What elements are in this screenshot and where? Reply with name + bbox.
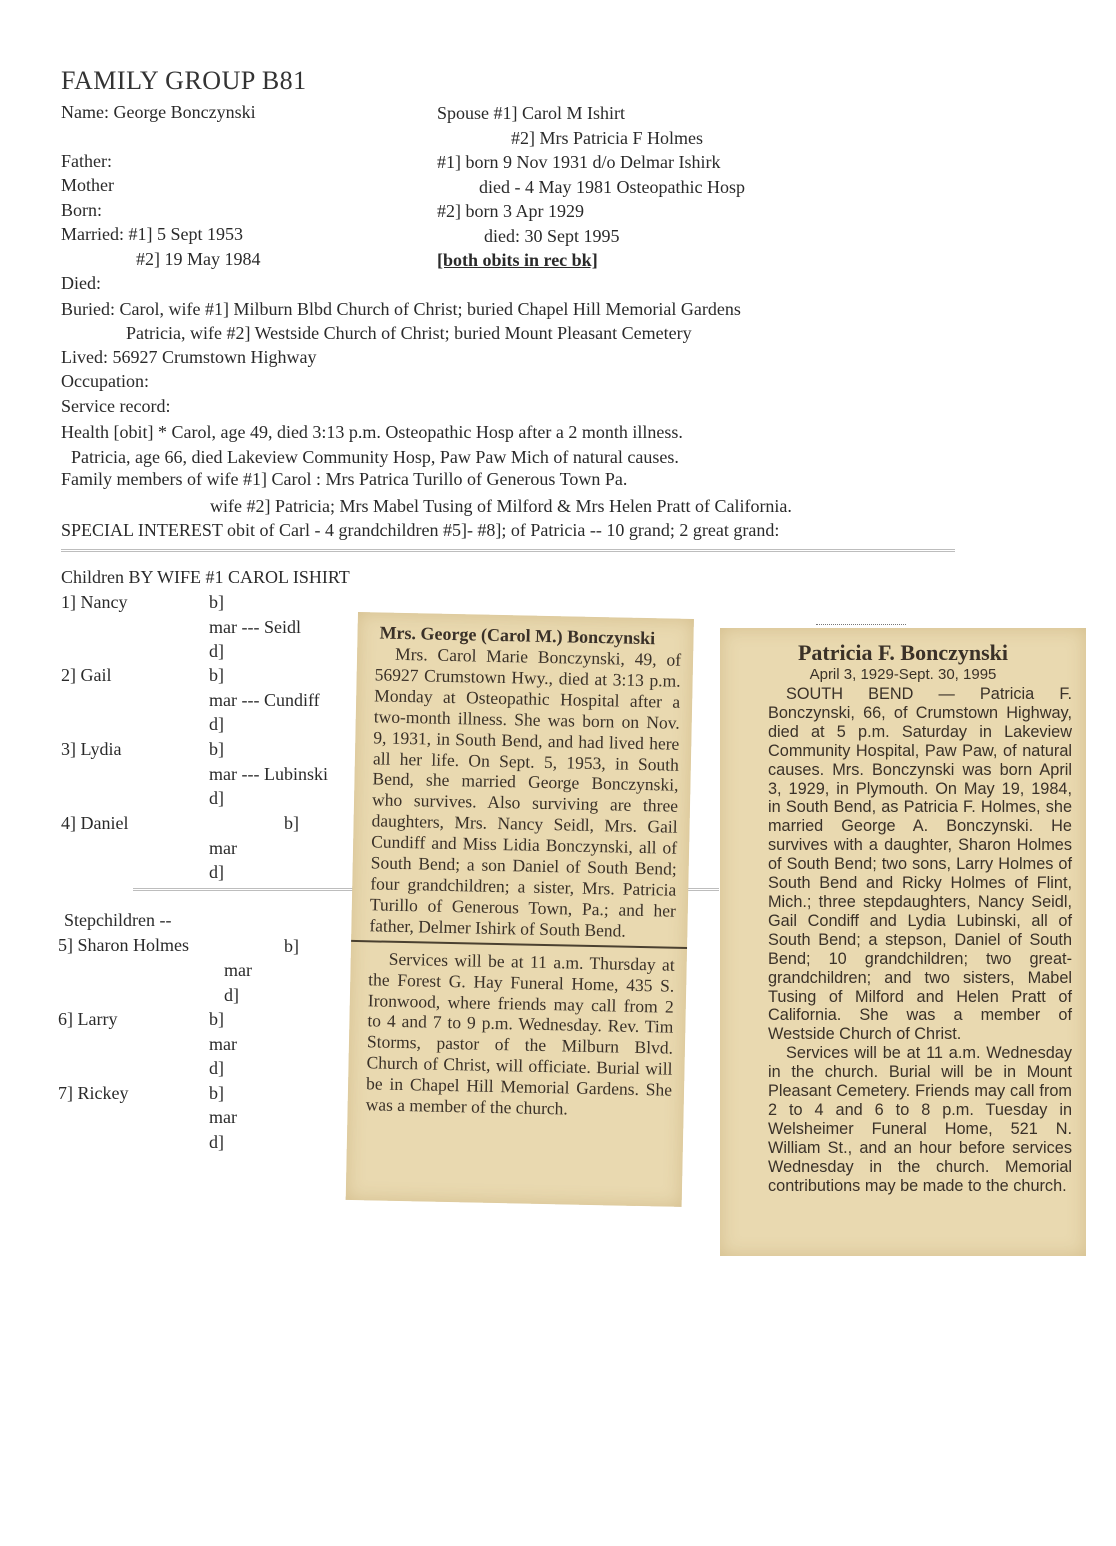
divider bbox=[61, 549, 955, 552]
obituary-clipping-carol bbox=[346, 612, 694, 1207]
spouse-1: Spouse #1] Carol M Ishirt bbox=[437, 103, 625, 123]
page-title: FAMILY GROUP B81 bbox=[61, 66, 307, 95]
obituary-carol-paragraph-2: Services will be at 11 a.m. Thursday at the Forest G. Hay Funeral Home, 435 S. Ironwood, where friends may call from 2 to 4 and 7 to 9 p.m. Wednesday. Rev. Tim Storms, pastor of the Milburn Blvd. Church of Christ, will officiate. Burial will be in Chapel Hill Memorial Gardens. She was a member of the church. bbox=[365, 948, 675, 1119]
spouse-2: #2] Mrs Patricia F Holmes bbox=[511, 128, 703, 148]
child-7-name: 7] Rickey bbox=[58, 1083, 129, 1103]
child-1-born: b] bbox=[209, 592, 224, 612]
child-4-died: d] bbox=[209, 862, 224, 882]
child-7-born: b] bbox=[209, 1083, 224, 1103]
child-7-married: mar bbox=[209, 1107, 237, 1127]
obituary-clipping-patricia bbox=[720, 628, 1086, 1256]
special-interest: SPECIAL INTEREST obit of Carl - 4 grandchildren #5]- #8]; of Patricia -- 10 grand; 2 great grand: bbox=[61, 520, 780, 540]
child-3-married: mar --- Lubinski bbox=[209, 764, 328, 784]
child-1-died: d] bbox=[209, 641, 224, 661]
child-5-married: mar bbox=[224, 960, 252, 980]
child-6-married: mar bbox=[209, 1034, 237, 1054]
spouse-2-died: died: 30 Sept 1995 bbox=[484, 226, 620, 246]
stepchildren-heading: Stepchildren -- bbox=[64, 910, 172, 930]
child-2-married: mar --- Cundiff bbox=[209, 690, 320, 710]
child-6-died: d] bbox=[209, 1058, 224, 1078]
health-2: Patricia, age 66, died Lakeview Community Hosp, Paw Paw Mich of natural causes. bbox=[71, 447, 679, 467]
occupation-field: Occupation: bbox=[61, 371, 149, 391]
obituary-patricia-heading: Patricia F. Bonczynski bbox=[797, 640, 1009, 665]
obituary-patricia-dates: April 3, 1929-Sept. 30, 1995 bbox=[809, 666, 997, 683]
child-4-married: mar bbox=[209, 838, 237, 858]
mother-field: Mother bbox=[61, 175, 114, 195]
child-1-name: 1] Nancy bbox=[61, 592, 128, 612]
spouse-1-born: #1] born 9 Nov 1931 d/o Delmar Ishirk bbox=[437, 152, 721, 172]
child-3-born: b] bbox=[209, 739, 224, 759]
obituary-patricia-paragraph-2: Services will be at 11 a.m. Wednesday in the church. Burial will be in Mount Pleasant Cemetery. Friends may call from 2 to 4 and 6 to 8 p.m. Tuesday in Welsheimer Funeral Home, 521 N. William St., and an hour before services Wednesday in the church. Memorial contributions may be made to the church. bbox=[768, 1044, 1072, 1195]
child-5-died: d] bbox=[224, 985, 239, 1005]
children-heading: Children BY WIFE #1 CAROL ISHIRT bbox=[61, 567, 350, 587]
child-2-died: d] bbox=[209, 714, 224, 734]
obituary-carol-paragraph-1: Mrs. Carol Marie Bonczynski, 49, of 56927 Crumstown Hwy., died at 3:13 p.m. Monday at Osteopathic Hospital after a two-month illness. She was born on Nov. 9, 1931, in South Bend, and had lived here all her life. On Sept. 5, 1953, in South Bend, she married George Bonczynski, who survives. Also surviving are three daughters, Mrs. Nancy Seidl, Mrs. Gail Cundiff and Miss Lidia Bonczynski, all of South Bend; a son Daniel of South Bend; four grandchildren; a sister, Mrs. Patricia Turillo of Generous Town, Pa.; and her father, Delmer Ishirk of South Bend. bbox=[369, 643, 682, 941]
born-field: Born: bbox=[61, 200, 103, 220]
spouse-1-died: died - 4 May 1981 Osteopathic Hosp bbox=[479, 177, 745, 197]
buried-1: Buried: Carol, wife #1] Milburn Blbd Church of Christ; buried Chapel Hill Memorial Gardens bbox=[61, 299, 741, 319]
spouse-2-born: #2] born 3 Apr 1929 bbox=[437, 201, 584, 221]
child-6-born: b] bbox=[209, 1009, 224, 1029]
buried-2: Patricia, wife #2] Westside Church of Christ; buried Mount Pleasant Cemetery bbox=[126, 323, 692, 343]
child-5-name: 5] Sharon Holmes bbox=[58, 935, 189, 955]
child-2-born: b] bbox=[209, 665, 224, 685]
child-2-name: 2] Gail bbox=[61, 665, 112, 685]
family-members-2: wife #2] Patricia; Mrs Mabel Tusing of Milford & Mrs Helen Pratt of California. bbox=[210, 496, 792, 516]
obits-note: [both obits in rec bk] bbox=[437, 250, 598, 270]
service-record-field: Service record: bbox=[61, 396, 171, 416]
clipping-torn-edge bbox=[816, 624, 906, 631]
obituary-carol-heading: Mrs. George (Carol M.) Bonczynski bbox=[379, 622, 656, 649]
name-field: Name: George Bonczynski bbox=[61, 102, 256, 122]
married-1-field: Married: #1] 5 Sept 1953 bbox=[61, 224, 243, 244]
child-7-died: d] bbox=[209, 1132, 224, 1152]
child-4-name: 4] Daniel bbox=[61, 813, 129, 833]
child-5-born: b] bbox=[284, 936, 299, 956]
obituary-patricia-paragraph-1: SOUTH BEND — Patricia F. Bonczynski, 66, of Crumstown Highway, died at 5 p.m. Saturday in Lakeview Community Hospital, Paw Paw, of natural causes. Mrs. Bonczynski was born April 3, 1929, in Plymouth. On May 19, 1984, in South Bend, as Patricia F. Holmes, she married George A. Bonczynski. He survives with a daughter, Sharon Holmes of South Bend; two sons, Larry Holmes of South Bend and Ricky Holmes of Flint, Mich.; three stepdaughters, Nancy Seidl, Gail Condiff and Lydia Lubinski, all of South Bend; a stepson, Daniel of South Bend; 10 grandchildren; two great-grandchildren; and two sisters, Mabel Tusing of Milford and Helen Pratt of California. She was a member of Westside Church of Christ. bbox=[768, 685, 1072, 1044]
lived-field: Lived: 56927 Crumstown Highway bbox=[61, 347, 317, 367]
family-members-1: Family members of wife #1] Carol : Mrs Patrica Turillo of Generous Town Pa. bbox=[61, 469, 628, 489]
child-3-died: d] bbox=[209, 788, 224, 808]
father-field: Father: bbox=[61, 151, 112, 171]
child-4-born: b] bbox=[284, 813, 299, 833]
child-1-married: mar --- Seidl bbox=[209, 617, 301, 637]
health-1: Health [obit] * Carol, age 49, died 3:13 p.m. Osteopathic Hosp after a 2 month illness. bbox=[61, 422, 683, 442]
died-field: Died: bbox=[61, 273, 101, 293]
child-3-name: 3] Lydia bbox=[61, 739, 122, 759]
child-6-name: 6] Larry bbox=[58, 1009, 118, 1029]
married-2-field: #2] 19 May 1984 bbox=[136, 249, 261, 269]
